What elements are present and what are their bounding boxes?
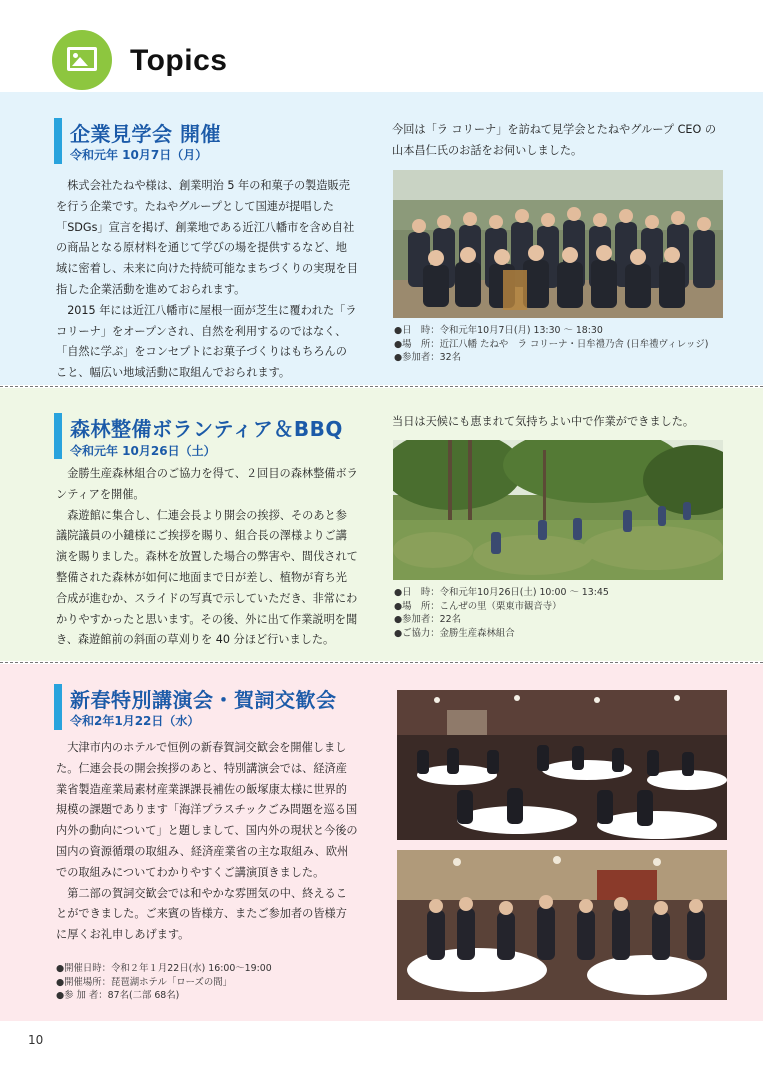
reception-photo (397, 850, 727, 1000)
event-info-list (394, 324, 708, 365)
section-title: 森林整備ボランティア＆BBQ (70, 417, 343, 441)
info-item: ●参加者：32名 (394, 352, 461, 364)
info-item: ●参 加 者：87名(二部 68名) (56, 990, 180, 1002)
info-item: ●参加者：22名 (394, 614, 461, 626)
section-accent-bar (54, 118, 62, 164)
event-info-list (56, 962, 272, 1003)
section-body (56, 738, 358, 946)
group-photo (393, 170, 723, 318)
section-date: 令和元年 10月7日（月） (70, 148, 208, 162)
page-number: 10 (28, 1033, 44, 1047)
page-header (0, 0, 763, 92)
section-divider (0, 662, 763, 663)
photo-caption: 当日は天候にも恵まれて気持ちよい中で作業ができました。 (392, 415, 695, 428)
event-info-list (394, 586, 609, 640)
topics-badge (52, 30, 112, 90)
info-item: ●日 時：令和元年10月26日(土) 10:00 ～ 13:45 (394, 587, 609, 598)
section-title: 企業見学会 開催 (70, 122, 221, 146)
photo-caption: 今回は「ラ コリーナ」を訪ねて見学会とたねやグループ CEO の山本昌仁氏のお話をお伺いしました。 (392, 123, 717, 157)
body-paragraph: 森遊館に集合し、仁連会長より開会の挨拶、そのあと参議院議員の小鑓様にご挨拶を賜り、組合長の澤様よりご講演を賜りました。森林を放置した場合の弊害や、間伐されて整備された森林が如何に地面まで日が差し、植物が育ち光合成が進むか、スライドの写真で示していただき、非常にわかりやすかったと思います。その後、外に出て作業説明を聞き、森遊館前の斜面の草刈りを 40 分ほど行いました。 (56, 508, 358, 647)
image-icon (67, 47, 97, 71)
body-paragraph: 2015 年には近江八幡市に屋根一面が芝生に覆われた「ラ コリーナ」をオープンされ、自然を利用するのではなく、「自然に学ぶ」をコンセプトにお菓子づくりはもちろんのこと、幅広い地域活動に取組んでおられます。 (56, 303, 357, 380)
body-paragraph: 株式会社たねや様は、創業明治 5 年の和菓子の製造販売を行う企業です。たねやグループとして国連が提唱した「SDGs」宣言を掲げ、創業地である近江八幡市を含め自社の商品となる原材料を通じて学びの場を提供するなど、地域に密着し、未来に向けた持続可能なまちづくりの実現を目指した企業活動を進めておられます。 (56, 179, 358, 296)
section-divider (0, 386, 763, 387)
info-item: ●ご協力：金勝生産森林組合 (394, 627, 515, 639)
info-item: ●場 所：近江八幡 たねや ラ コリーナ・日牟禮乃舎 (日牟禮ヴィレッジ) (394, 338, 709, 350)
lecture-photo (397, 690, 727, 840)
body-paragraph: 金勝生産森林組合のご協力を得て、２回目の森林整備ボランティアを開催。 (56, 467, 358, 501)
page-title: Topics (130, 44, 228, 77)
info-item: ●開催日時：令和２年１月22日(水) 16:00～19:00 (56, 963, 272, 974)
section-accent-bar (54, 413, 62, 459)
section-accent-bar (54, 684, 62, 730)
section-title: 新春特別講演会・賀詞交歓会 (70, 688, 337, 712)
section-date: 令和元年 10月26日（土） (70, 444, 216, 458)
section-body (56, 176, 358, 384)
info-item: ●場 所：こんぜの里（栗東市観音寺） (394, 600, 562, 612)
info-item: ●開催場所：琵琶湖ホテル「ローズの間」 (56, 976, 232, 988)
body-paragraph: 第二部の賀詞交歓会では和やかな雰囲気の中、終えることができました。ご来賓の皆様方、またご参加者の皆様方に厚くお礼申しあげます。 (56, 886, 347, 942)
forest-photo (393, 440, 723, 580)
body-paragraph: 大津市内のホテルで恒例の新春賀詞交歓会を開催しました。仁連会長の開会挨拶のあと、特別講演会では、経済産業省製造産業局素材産業課課長補佐の飯塚康太様に世界的規模の課題であります「海洋プラスチックごみ問題を巡る国内外の動向について」と題しまして、国内外の現状と今後の国内の資源循環の取組み、経済産業省の主な取組み、欧州での取組みについてわかりやすくご講演頂きました。 (56, 741, 358, 879)
info-item: ●日 時：令和元年10月7日(月) 13:30 ～ 18:30 (394, 325, 603, 336)
section-body (56, 464, 358, 651)
section-date: 令和2年1月22日（水） (70, 714, 200, 728)
